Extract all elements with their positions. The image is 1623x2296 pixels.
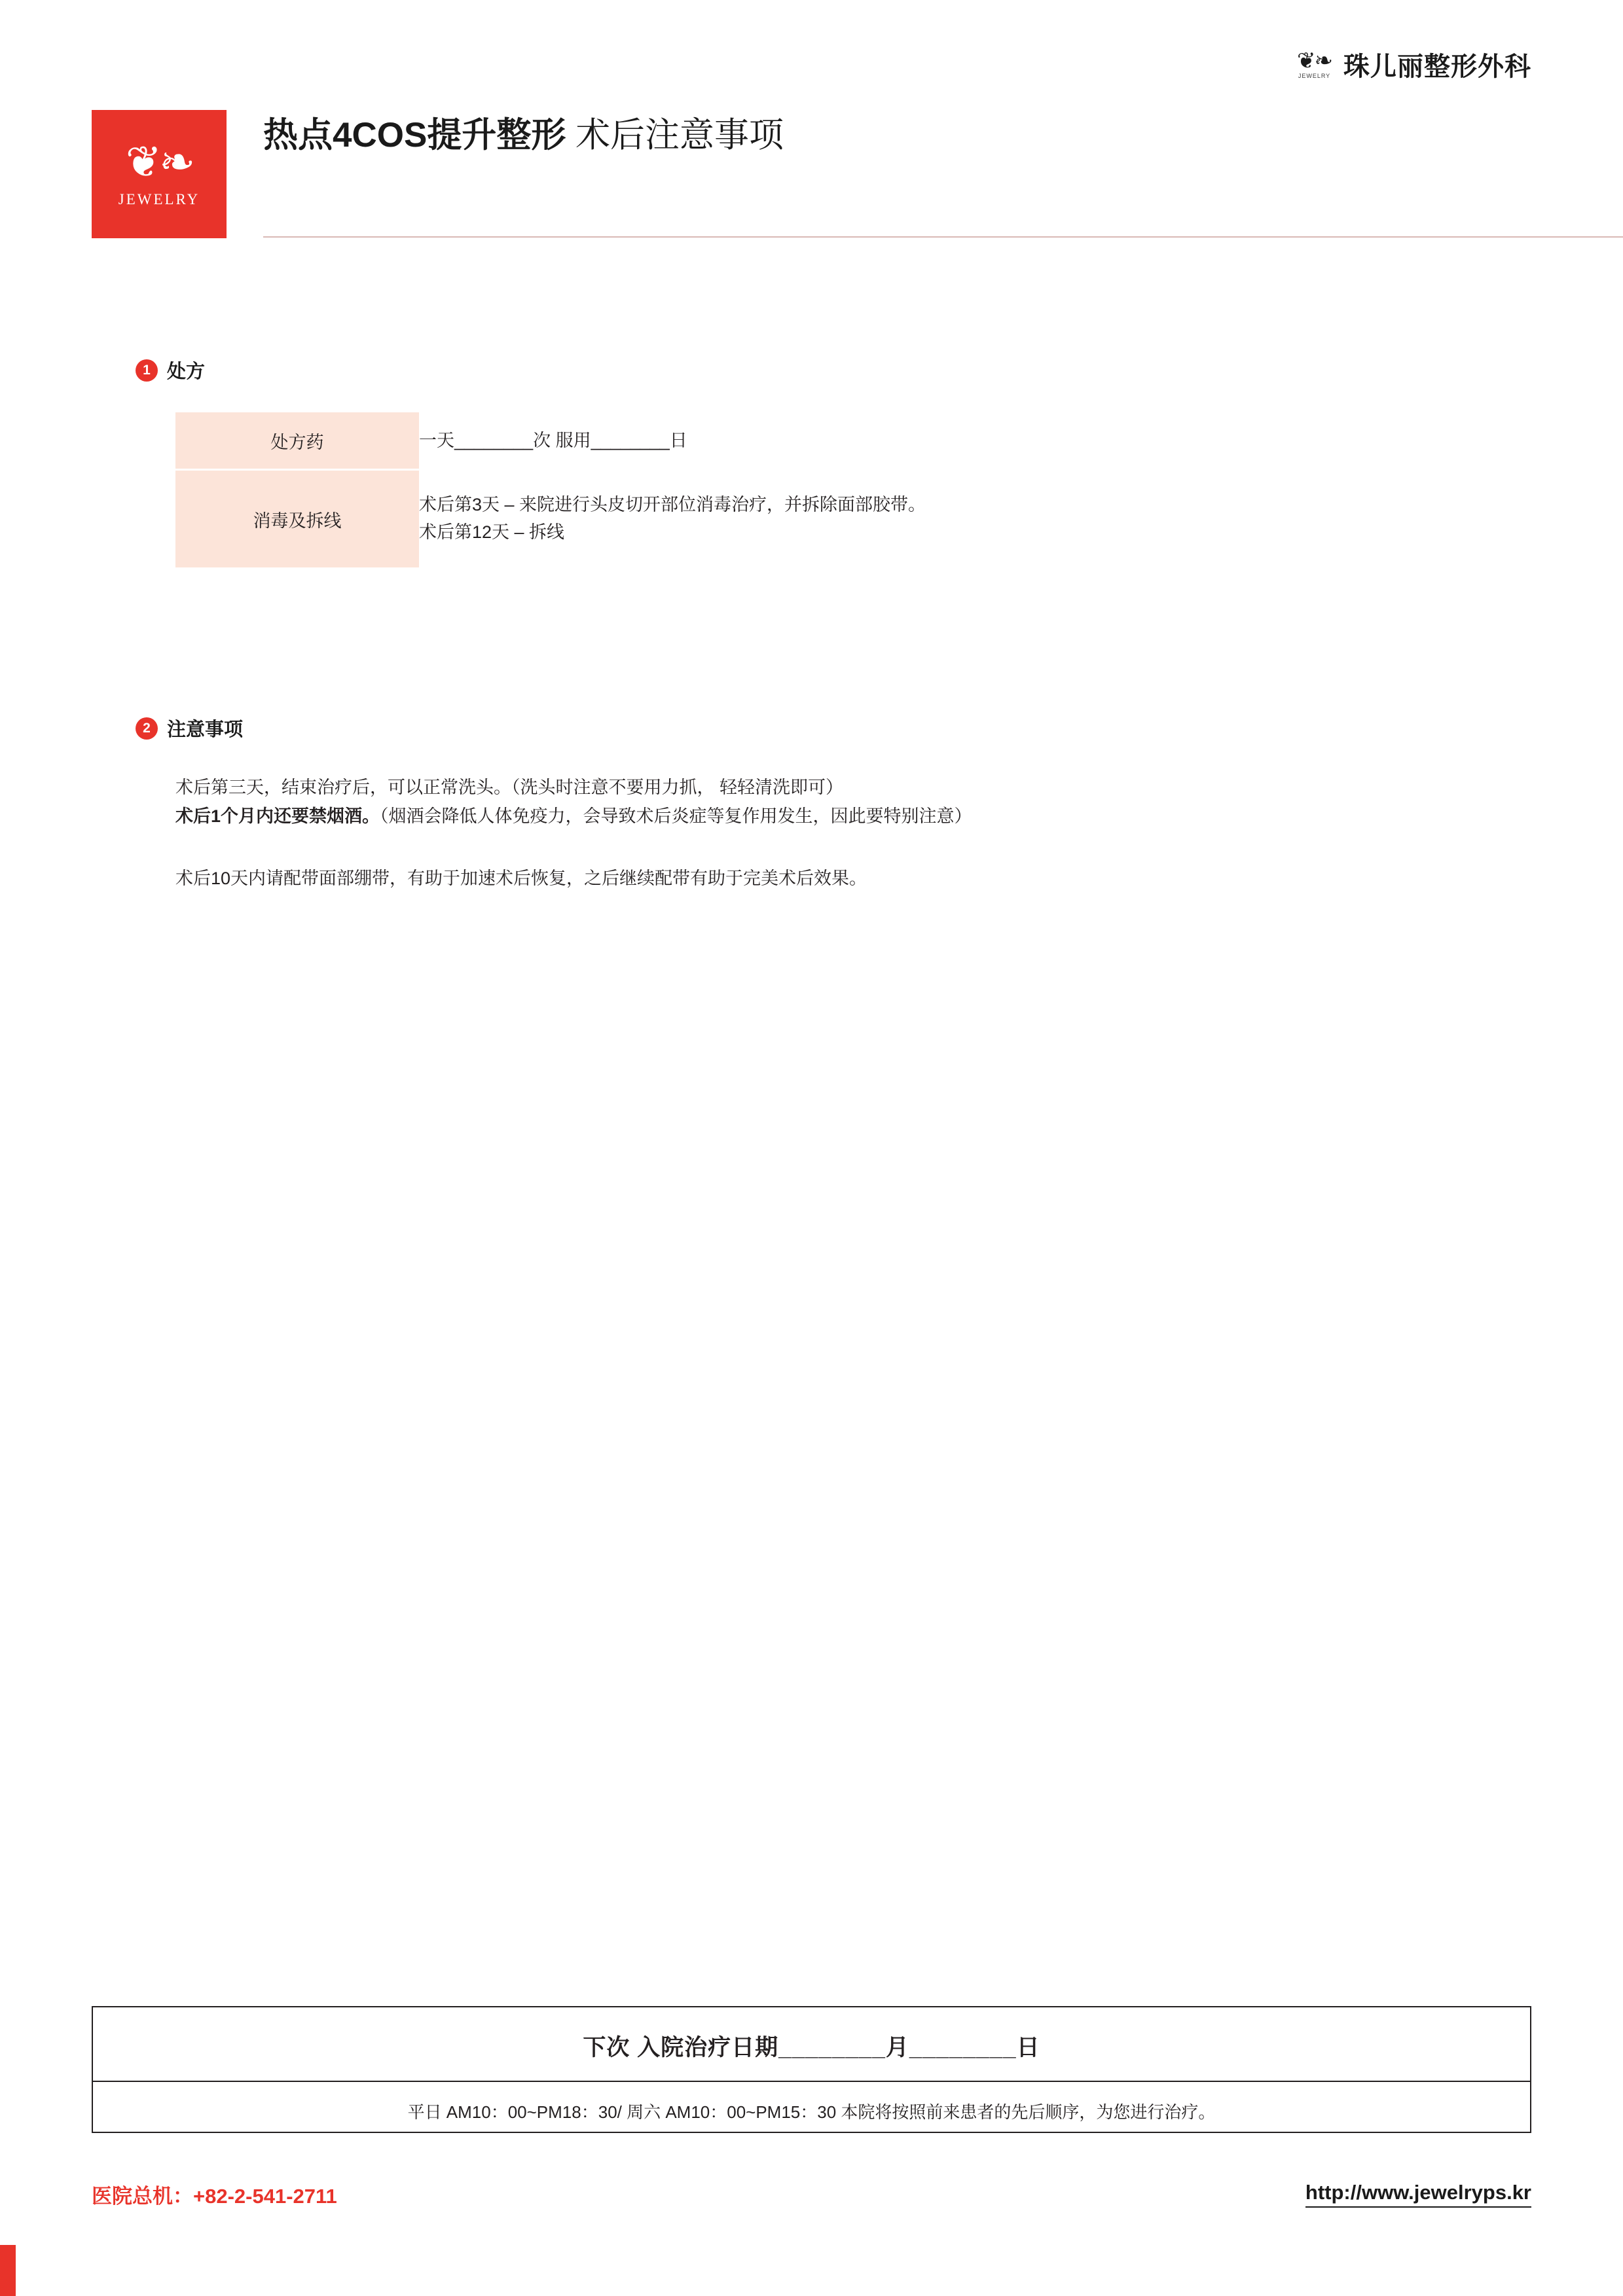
jewelry-logo bbox=[92, 110, 227, 238]
document-header bbox=[92, 110, 1531, 241]
page-title-sub: 术后注意事项 bbox=[575, 116, 784, 154]
section-heading-prescription bbox=[136, 357, 205, 384]
precaution-line-1: 术后第三天，结束治疗后，可以正常洗头。（洗头时注意不要用力抓， 轻轻清洗即可） bbox=[175, 778, 843, 797]
page-title-main: 热点4COS提升整形 bbox=[263, 116, 566, 154]
contact-row bbox=[92, 2179, 1531, 2209]
clinic-phone bbox=[92, 2179, 337, 2209]
page-title bbox=[263, 117, 1531, 154]
next-visit-date-line: 下次 入院治疗日期________月________日 bbox=[583, 2035, 1040, 2060]
header-divider bbox=[263, 236, 1623, 238]
prescription-table bbox=[175, 412, 1419, 569]
disinfection-line-1: 术后第3天 – 来院进行头皮切开部位消毒治疗，并拆除面部胶带。 bbox=[419, 495, 926, 515]
jewelry-mini-logo-icon bbox=[1297, 50, 1332, 79]
section-number-badge: 1 bbox=[136, 359, 158, 382]
section-heading-precautions bbox=[136, 715, 243, 742]
mini-logo-wordmark: JEWELRY bbox=[1298, 73, 1331, 79]
row-label-disinfection: 消毒及拆线 bbox=[175, 470, 419, 569]
precautions-text bbox=[175, 774, 1452, 893]
table-row bbox=[175, 470, 1419, 569]
logo-wordmark: JEWELRY bbox=[118, 191, 200, 207]
precaution-line-2 bbox=[175, 802, 1452, 831]
section-title-text: 处方 bbox=[167, 361, 206, 382]
disinfection-line-2: 术后第12天 – 拆线 bbox=[419, 522, 565, 542]
table-row bbox=[175, 412, 1419, 470]
section-number-badge: 2 bbox=[136, 717, 158, 740]
precaution-line-2-emphasis: 术后1个月内还要禁烟酒。 bbox=[175, 806, 380, 826]
paragraph-spacer bbox=[175, 831, 1452, 865]
clinic-phone-label: 医院总机： bbox=[92, 2185, 193, 2208]
row-value-medication: 一天________次 服用________日 bbox=[419, 430, 687, 450]
section-title-text: 注意事项 bbox=[167, 719, 244, 740]
precaution-line-2-rest: （烟酒会降低人体免疫力，会导致术后炎症等复作用发生，因此要特别注意） bbox=[380, 806, 972, 826]
footer-box-divider bbox=[93, 2081, 1530, 2082]
next-visit-box bbox=[92, 2006, 1531, 2133]
row-value-disinfection bbox=[419, 470, 1419, 569]
clinic-phone-number: +82-2-541-2711 bbox=[193, 2185, 337, 2208]
precaution-line-3: 术后10天内请配带面部绷带，有助于加速术后恢复，之后继续配带有助于完美术后效果。 bbox=[175, 869, 867, 889]
brand-name-chinese: 珠儿丽整形外科 bbox=[1343, 52, 1531, 81]
left-red-accent-bar bbox=[0, 2245, 16, 2296]
mini-logo-figures: ❦❧ bbox=[1297, 48, 1332, 73]
clinic-hours-line: 平日 AM10：00~PM18：30/ 周六 AM10：00~PM15：30 本院将按照前来患者的先后顺序，为您进行治疗。 bbox=[407, 2102, 1216, 2122]
clinic-website-link[interactable]: http://www.jewelryps.kr bbox=[1305, 2181, 1531, 2208]
row-label-medication: 处方药 bbox=[175, 412, 419, 470]
brand-bar bbox=[1297, 46, 1531, 83]
logo-figures-icon: ❦❧ bbox=[125, 137, 193, 186]
